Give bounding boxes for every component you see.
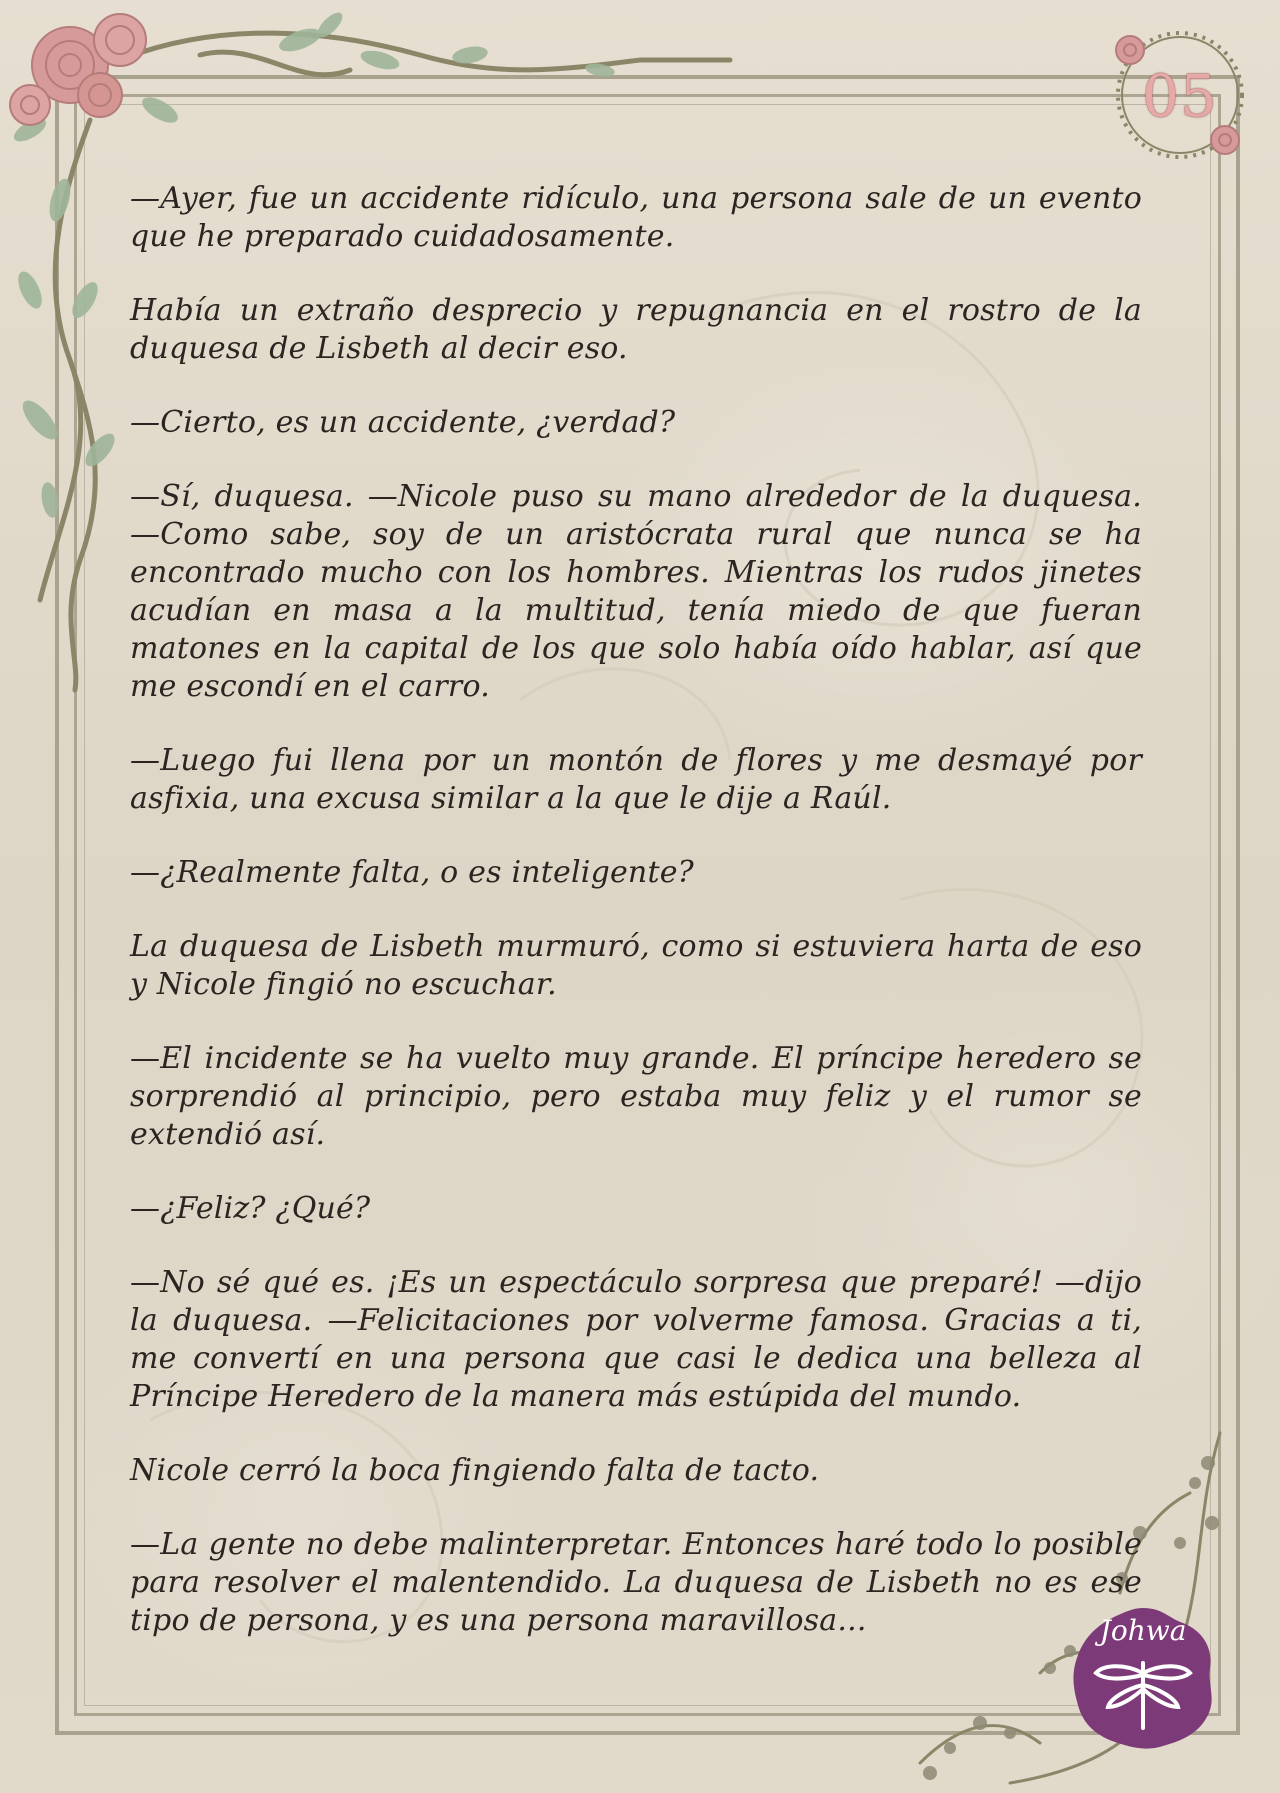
paragraph: La duquesa de Lisbeth murmuró, como si estuviera harta de eso y Nicole fingió no escuchar.: [130, 929, 1142, 1002]
paragraph: Nicole cerró la boca fingiendo falta de tacto.: [130, 1453, 820, 1488]
paragraph: —El incidente se ha vuelto muy grande. El príncipe heredero se sorprendió al principio, pero estaba muy feliz y el rumor se extendió así.: [130, 1041, 1142, 1152]
paragraph: —Luego fui llena por un montón de flores y me desmayé por asfixia, una excusa similar a la que le dije a Raúl.: [130, 743, 1142, 816]
paragraph: —No sé qué es. ¡Es un espectáculo sorpresa que preparé! —dijo la duquesa. —Felicitaciones por volverme famosa. Gracias a ti, me convertí en una persona que casi le dedica una belleza al Príncipe Heredero de la manera más estúpida del mundo.: [130, 1265, 1142, 1414]
logo-name: Johwa: [1099, 1614, 1187, 1647]
paragraph: —Sí, duquesa. —Nicole puso su mano alrededor de la duquesa. —Como sabe, soy de un aristócrata rural que nunca se ha encontrado mucho con los hombres. Mientras los rudos jinetes acudían en masa a la multitud, tenía miedo de que fueran matones en la capital de los que solo había oído hablar, así que me escondí en el carro.: [130, 479, 1142, 704]
story-text: [130, 180, 1142, 1676]
paragraph: —¿Feliz? ¿Qué?: [130, 1191, 371, 1226]
paragraph: —Cierto, es un accidente, ¿verdad?: [130, 405, 676, 440]
paragraph: —La gente no debe malinterpretar. Entonces haré todo lo posible para resolver el malentendido. La duquesa de Lisbeth no es ese tipo de persona, y es una persona maravillosa...: [130, 1527, 1142, 1638]
paragraph: —¿Realmente falta, o es inteligente?: [130, 855, 694, 890]
paragraph: —Ayer, fue un accidente ridículo, una persona sale de un evento que he preparado cuidadosamente.: [130, 181, 1142, 254]
page-number: 05: [1142, 62, 1218, 130]
paragraph: Había un extraño desprecio y repugnancia en el rostro de la duquesa de Lisbeth al decir eso.: [130, 293, 1142, 366]
